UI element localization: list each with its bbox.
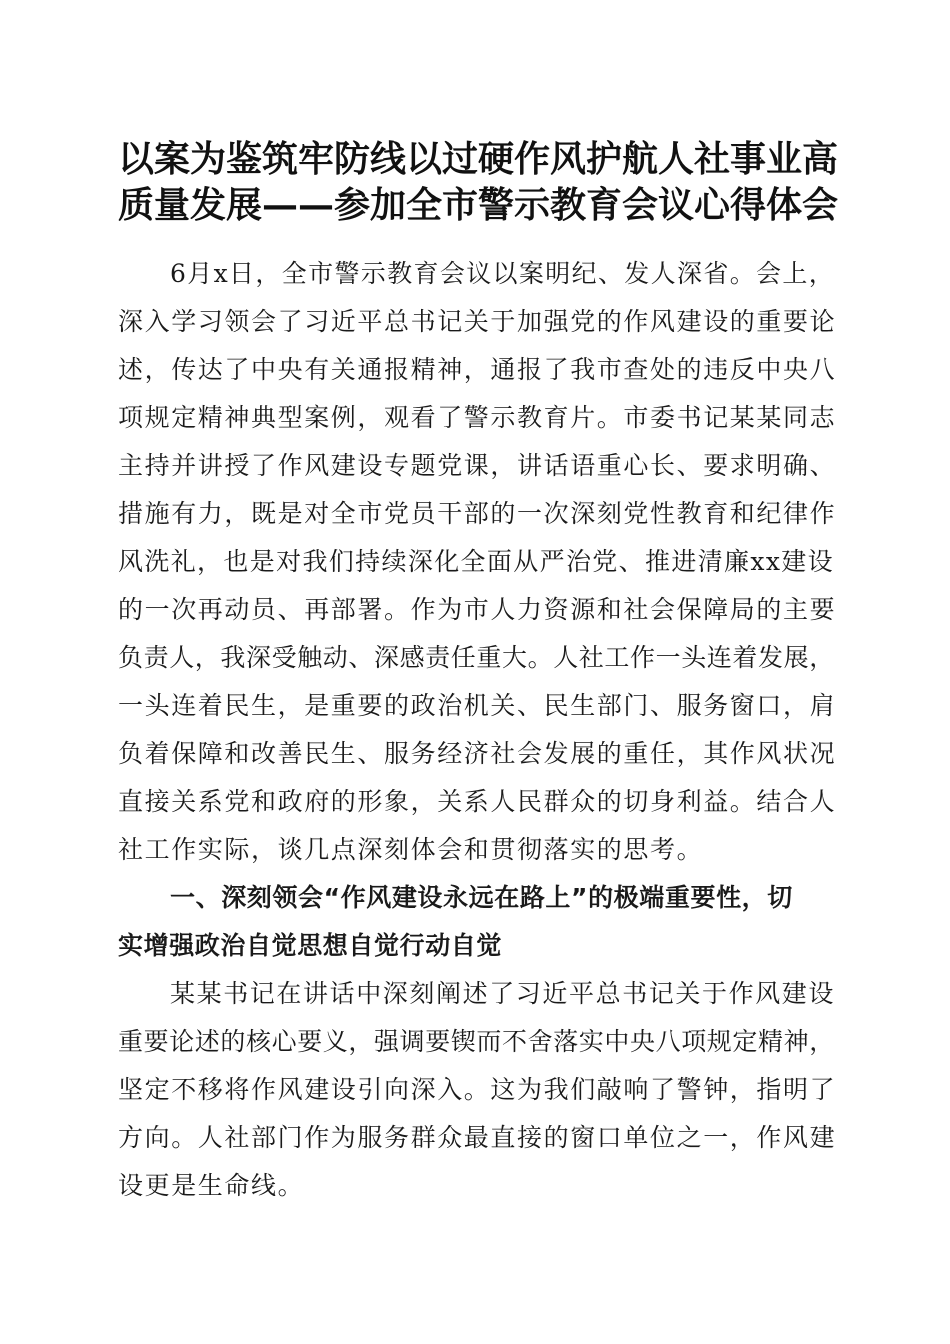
paragraph-line: 设更是生命线。 <box>118 1171 305 1200</box>
section-paragraph <box>118 970 838 1210</box>
section-heading <box>118 874 838 970</box>
paragraph-line: 措施有力，既是对全市党员干部的一次深刻党性教育和纪律作 <box>118 499 837 528</box>
paragraph-line: 述，传达了中央有关通报精神，通报了我市查处的违反中央八 <box>118 355 837 384</box>
title-line: 以案为鉴筑牢防线以过硬作风护航人社事业高 <box>118 138 839 180</box>
paragraph-line: 风洗礼，也是对我们持续深化全面从严治党、推进清廉xx建设 <box>118 547 835 576</box>
paragraph-line: 坚定不移将作风建设引向深入。这为我们敲响了警钟，指明了 <box>118 1075 837 1104</box>
paragraph-line: 一头连着民生，是重要的政治机关、民生部门、服务窗口，肩 <box>118 691 837 720</box>
paragraph-line: 某某书记在讲话中深刻阐述了习近平总书记关于作风建设 <box>170 979 836 1008</box>
paragraph-line: 项规定精神典型案例，观看了警示教育片。市委书记某某同志 <box>118 403 837 432</box>
document-title <box>118 136 838 228</box>
document-body <box>118 250 838 1210</box>
paragraph-line: 负着保障和改善民生、服务经济社会发展的重任，其作风状况 <box>118 739 837 768</box>
heading-line: 一、深刻领会“作风建设永远在路上”的极端重要性，切 <box>170 883 793 912</box>
paragraph-line: 的一次再动员、再部署。作为市人力资源和社会保障局的主要 <box>118 595 837 624</box>
paragraph-line: 社工作实际，谈几点深刻体会和贯彻落实的思考。 <box>118 835 704 864</box>
paragraph-line: 主持并讲授了作风建设专题党课，讲话语重心长、要求明确、 <box>118 451 837 480</box>
title-line: 质量发展——参加全市警示教育会议心得体会 <box>118 184 839 226</box>
paragraph-line: 深入学习领会了习近平总书记关于加强党的作风建设的重要论 <box>118 307 837 336</box>
paragraph-line: 重要论述的核心要义，强调要锲而不舍落实中央八项规定精神， <box>118 1027 835 1056</box>
heading-line: 实增强政治自觉思想自觉行动自觉 <box>118 931 503 960</box>
paragraph-line: 6月x日，全市警示教育会议以案明纪、发人深省。会上， <box>170 259 836 288</box>
paragraph-line: 方向。人社部门作为服务群众最直接的窗口单位之一，作风建 <box>118 1123 837 1152</box>
paragraph-line: 直接关系党和政府的形象，关系人民群众的切身利益。结合人 <box>118 787 837 816</box>
paragraph-line: 负责人，我深受触动、深感责任重大。人社工作一头连着发展， <box>118 643 835 672</box>
intro-paragraph <box>118 250 838 874</box>
